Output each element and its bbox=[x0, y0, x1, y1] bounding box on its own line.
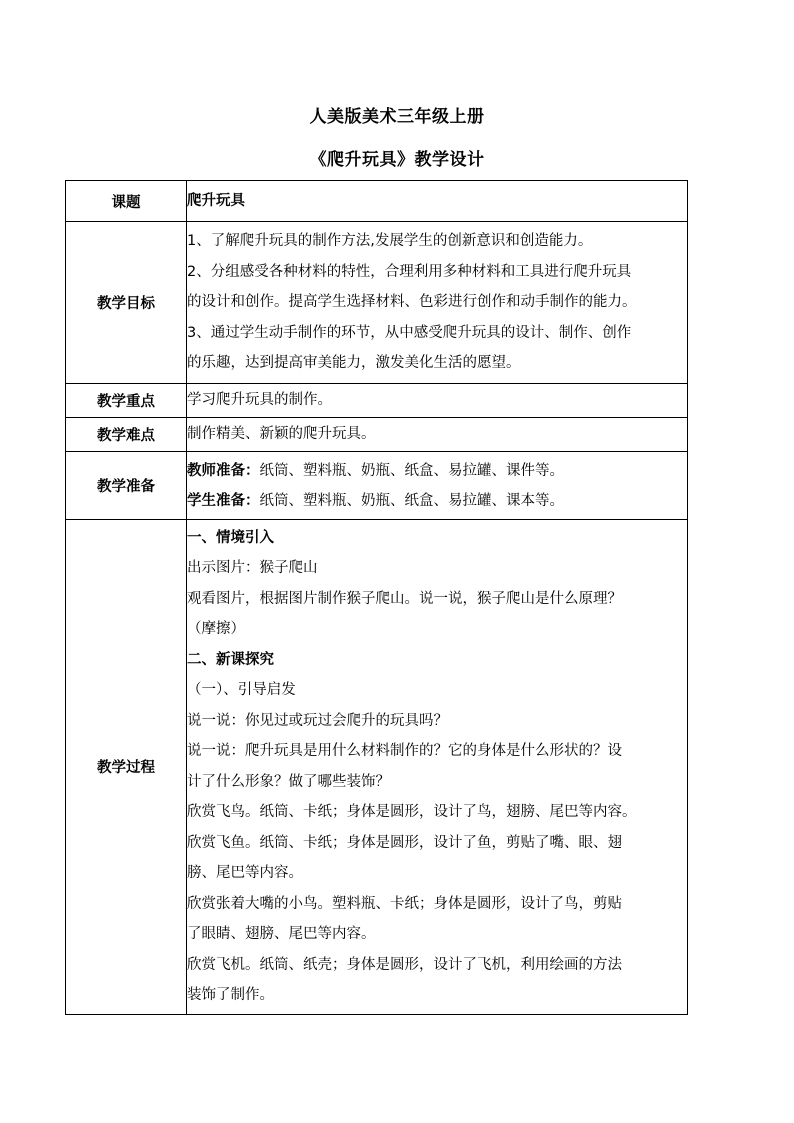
process-section-heading: 二、新课探究 bbox=[187, 651, 274, 668]
topic-value: 爬升玩具 bbox=[187, 192, 245, 209]
teacher-preparation-value: 纸筒、塑料瓶、奶瓶、纸盒、易拉罐、课件等。 bbox=[259, 462, 564, 479]
process-line: 说一说：你见过或玩过会爬升的玩具吗？ bbox=[187, 712, 448, 729]
teacher-preparation bbox=[187, 456, 687, 487]
difficulty-value: 制作精美、新颖的爬升玩具。 bbox=[187, 425, 376, 442]
difficulty-cell bbox=[187, 417, 688, 451]
topic-value-cell bbox=[187, 181, 688, 222]
topic-label: 课题 bbox=[66, 181, 187, 222]
student-preparation-label: 学生准备： bbox=[187, 493, 260, 509]
process-line: 出示图片：猴子爬山 bbox=[187, 560, 318, 576]
process-line: 欣赏飞机。纸筒、纸壳；身体是圆形，设计了飞机，利用绘画的方法 bbox=[187, 956, 622, 973]
table-row-process bbox=[66, 519, 688, 1014]
process-line: 膀、尾巴等内容。 bbox=[187, 865, 303, 881]
document-title: 人美版美术三年级上册 bbox=[309, 107, 485, 127]
table-row-difficulty bbox=[66, 417, 688, 451]
goal-line: 1、了解爬升玩具的制作方法,发展学生的创新意识和创造能力。 bbox=[187, 233, 593, 249]
table-row-goals bbox=[66, 222, 688, 384]
document-subtitle: 《爬升玩具》教学设计 bbox=[309, 150, 485, 170]
goal-line: 的设计和创作。提高学生选择材料、色彩进行创作和动手制作的能力。 bbox=[187, 294, 637, 310]
table-row-topic bbox=[66, 181, 688, 222]
lesson-plan-table bbox=[65, 180, 688, 1015]
goals-label: 教学目标 bbox=[66, 222, 187, 384]
process-cell bbox=[187, 519, 688, 1014]
student-preparation bbox=[187, 486, 687, 517]
table-row-key-point bbox=[66, 383, 688, 417]
process-line: 装饰了制作。 bbox=[187, 987, 274, 1003]
key-point-value: 学习爬升玩具的制作。 bbox=[187, 391, 332, 408]
process-line: 说一说：爬升玩具是用什么材料制作的？它的身体是什么形状的？设 bbox=[187, 743, 622, 759]
process-label: 教学过程 bbox=[66, 519, 187, 1014]
goals-cell bbox=[187, 222, 688, 384]
process-line: （一）、引导启发 bbox=[187, 682, 296, 698]
process-line: 欣赏飞鸟。纸筒、卡纸；身体是圆形，设计了鸟，翅膀、尾巴等内容。 bbox=[187, 804, 637, 820]
process-line: 欣赏张着大嘴的小鸟。塑料瓶、卡纸；身体是圆形，设计了鸟，剪贴 bbox=[187, 895, 622, 912]
process-line: 观看图片，根据图片制作猴子爬山。说一说，猴子爬山是什么原理？ bbox=[187, 590, 622, 607]
key-point-cell bbox=[187, 383, 688, 417]
process-line: 欣赏飞鱼。纸筒、卡纸；身体是圆形，设计了鱼，剪贴了嘴、眼、翅 bbox=[187, 834, 622, 851]
student-preparation-value: 纸筒、塑料瓶、奶瓶、纸盒、易拉罐、课本等。 bbox=[259, 493, 564, 509]
table-row-preparation bbox=[66, 451, 688, 519]
goal-line: 3、通过学生动手制作的环节，从中感受爬升玩具的设计、制作、创作 bbox=[187, 324, 632, 341]
process-line: 了眼睛、翅膀、尾巴等内容。 bbox=[187, 926, 376, 942]
process-section-heading: 一、情境引入 bbox=[187, 529, 274, 546]
teacher-preparation-label: 教师准备： bbox=[187, 462, 260, 479]
process-line: （摩擦） bbox=[187, 621, 245, 637]
preparation-cell bbox=[187, 451, 688, 519]
process-line: 计了什么形象？做了哪些装饰？ bbox=[187, 773, 390, 790]
goal-line: 的乐趣，达到提高审美能力，激发美化生活的愿望。 bbox=[187, 355, 521, 371]
preparation-label: 教学准备 bbox=[66, 451, 187, 519]
goal-line: 2、分组感受各种材料的特性，合理利用多种材料和工具进行爬升玩具 bbox=[187, 263, 632, 280]
key-point-label: 教学重点 bbox=[66, 383, 187, 417]
difficulty-label: 教学难点 bbox=[66, 417, 187, 451]
